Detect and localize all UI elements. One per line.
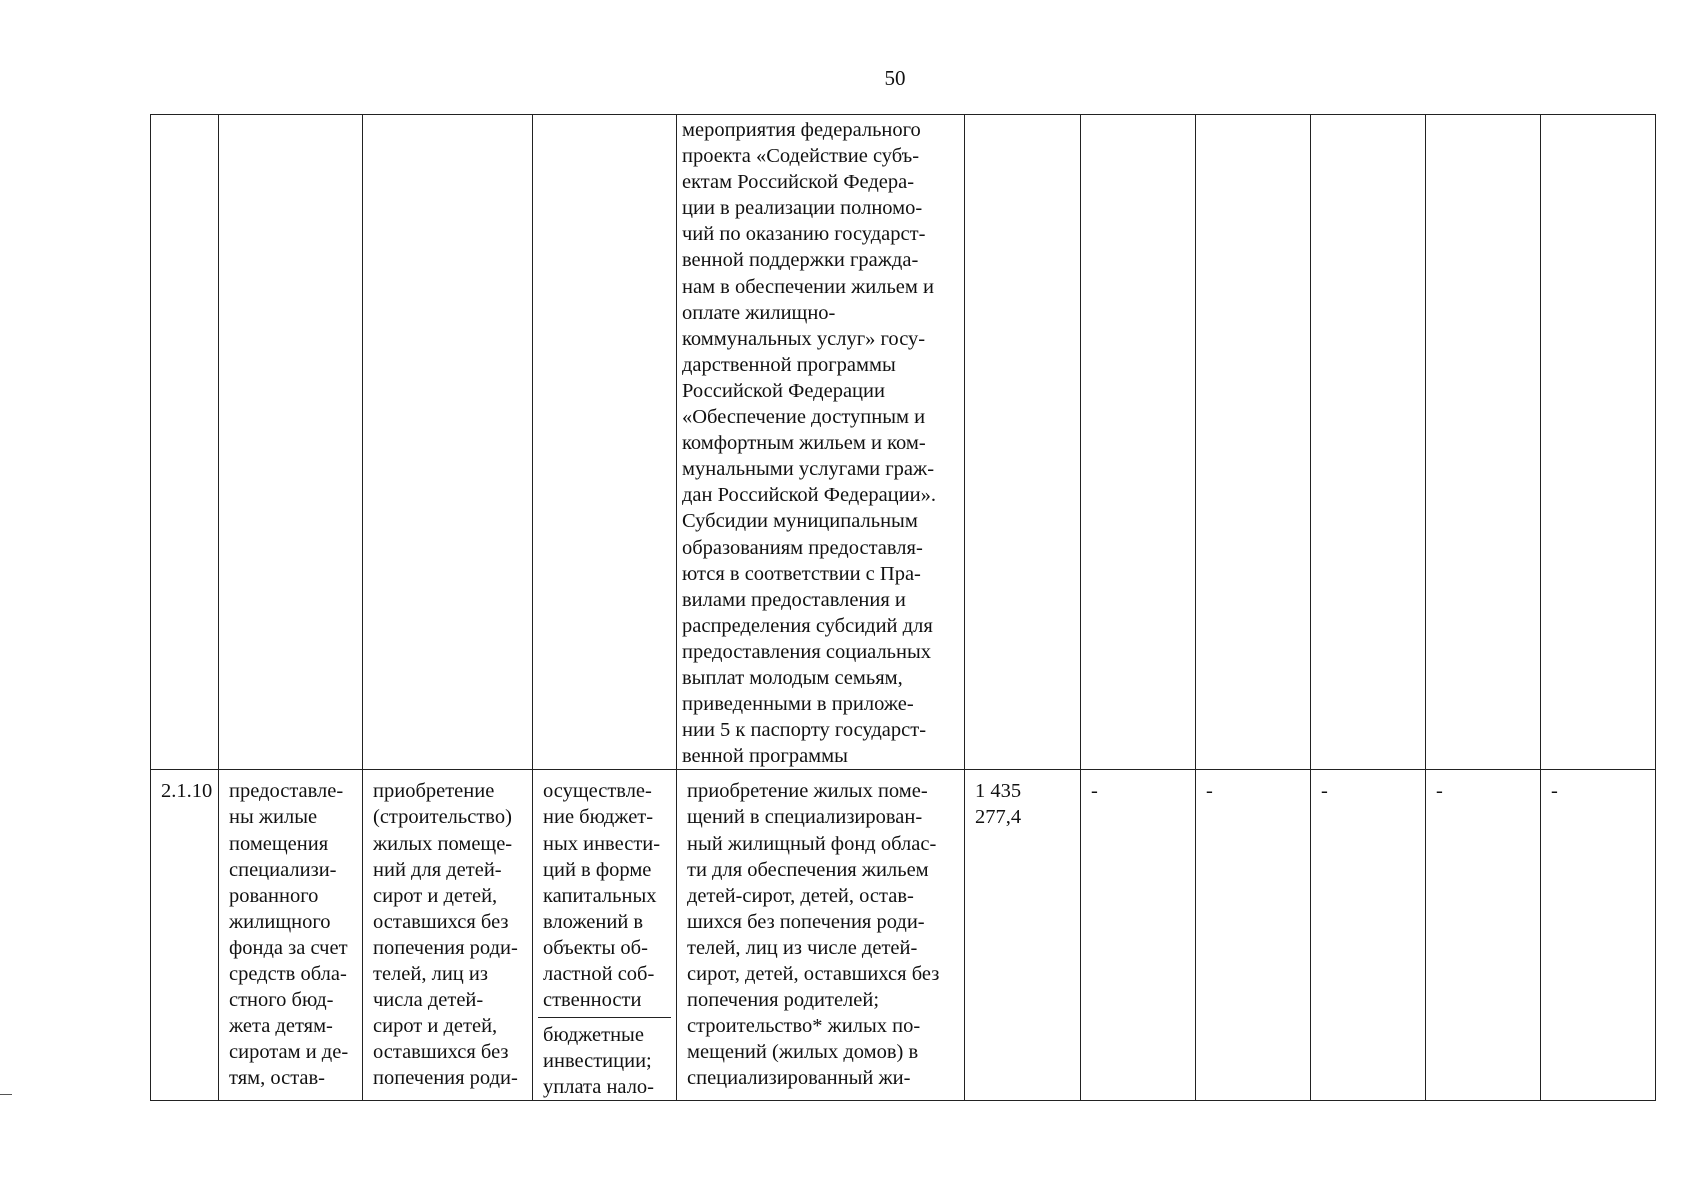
cell-year-empty (1426, 115, 1541, 770)
year-5-value: - (1551, 780, 1558, 803)
cell-amount-empty (965, 115, 1081, 770)
year-4-value: - (1436, 780, 1443, 803)
cell-direction (533, 770, 677, 1101)
cell-number (151, 770, 219, 1101)
direction-budget: бюджетные инвестиции; уплата нало- (543, 1024, 655, 1099)
cell-result (219, 770, 363, 1101)
year-2-value: - (1206, 780, 1213, 803)
table-row-2110 (151, 770, 1656, 1101)
cell-number-empty (151, 115, 219, 770)
program-table (150, 114, 1656, 1101)
cell-measure (363, 770, 533, 1101)
row-description: приобретение жилых поме- щений в специализирован- ный жилищный фонд облас- ти для обеспечения жильем детей-сирот, детей, остав- шихся без попечения роди- телей, лиц из числе детей- сирот, детей, оставшихся без попечения родителей; строительство* жилых по- мещений (жилых домов) в специализированный жи- (687, 780, 940, 1090)
row-measure: приобретение (строительство) жилых помеще- ний для детей- сирот и детей, оставшихся без попечения роди- телей, лиц из числа детей- сирот и детей, оставшихся без попечения роди- (373, 780, 518, 1090)
cell-year-2 (1196, 770, 1311, 1101)
cell-result-empty (219, 115, 363, 770)
table-row-continuation (151, 115, 1656, 770)
cell-year-empty (1081, 115, 1196, 770)
cell-amount (965, 770, 1081, 1101)
cell-direction-empty (533, 115, 677, 770)
cell-year-empty (1541, 115, 1656, 770)
margin-mark (0, 1094, 12, 1095)
cell-year-empty (1311, 115, 1426, 770)
cell-year-5 (1541, 770, 1656, 1101)
cell-description (677, 115, 965, 770)
row-number: 2.1.10 (161, 780, 213, 803)
row-result: предоставле- ны жилые помещения специализи- рованного жилищного фонда за счет средств обла- стного бюд- жета детям- сиротам и де- тям, остав- (229, 780, 349, 1090)
cell-year-3 (1311, 770, 1426, 1101)
year-3-value: - (1321, 780, 1328, 803)
year-1-value: - (1091, 780, 1098, 803)
cell-year-4 (1426, 770, 1541, 1101)
direction-investments: осуществле- ние бюджет- ных инвести- ций в форме капитальных вложений в объекты об- ластной соб- ственности (538, 772, 671, 1018)
cell-year-1 (1081, 770, 1196, 1101)
continuation-description: мероприятия федерального проекта «Содействие субъ- ектам Российской Федера- ции в реализации полномо- чий по оказанию государст- венной поддержки гражда- нам в обеспечении жильем и оплате жилищно- коммунальных услуг» госу- дарственной программы Российской Федерации «Обеспечение доступным и комфортным жильем и ком- мунальными услугами граж- дан Российской Федерации». Субсидии муниципальным образованиям предоставля- ются в соответствии с Пра- вилами предоставления и распределения субсидий для предоставления социальных выплат молодым семьям, приведенными в приложе- нии 5 к паспорту государст- венной программы (682, 119, 936, 768)
cell-measure-empty (363, 115, 533, 770)
row-amount: 1 435 277,4 (975, 780, 1022, 829)
page-number: 50 (884, 66, 906, 90)
cell-year-empty (1196, 115, 1311, 770)
cell-description (677, 770, 965, 1101)
